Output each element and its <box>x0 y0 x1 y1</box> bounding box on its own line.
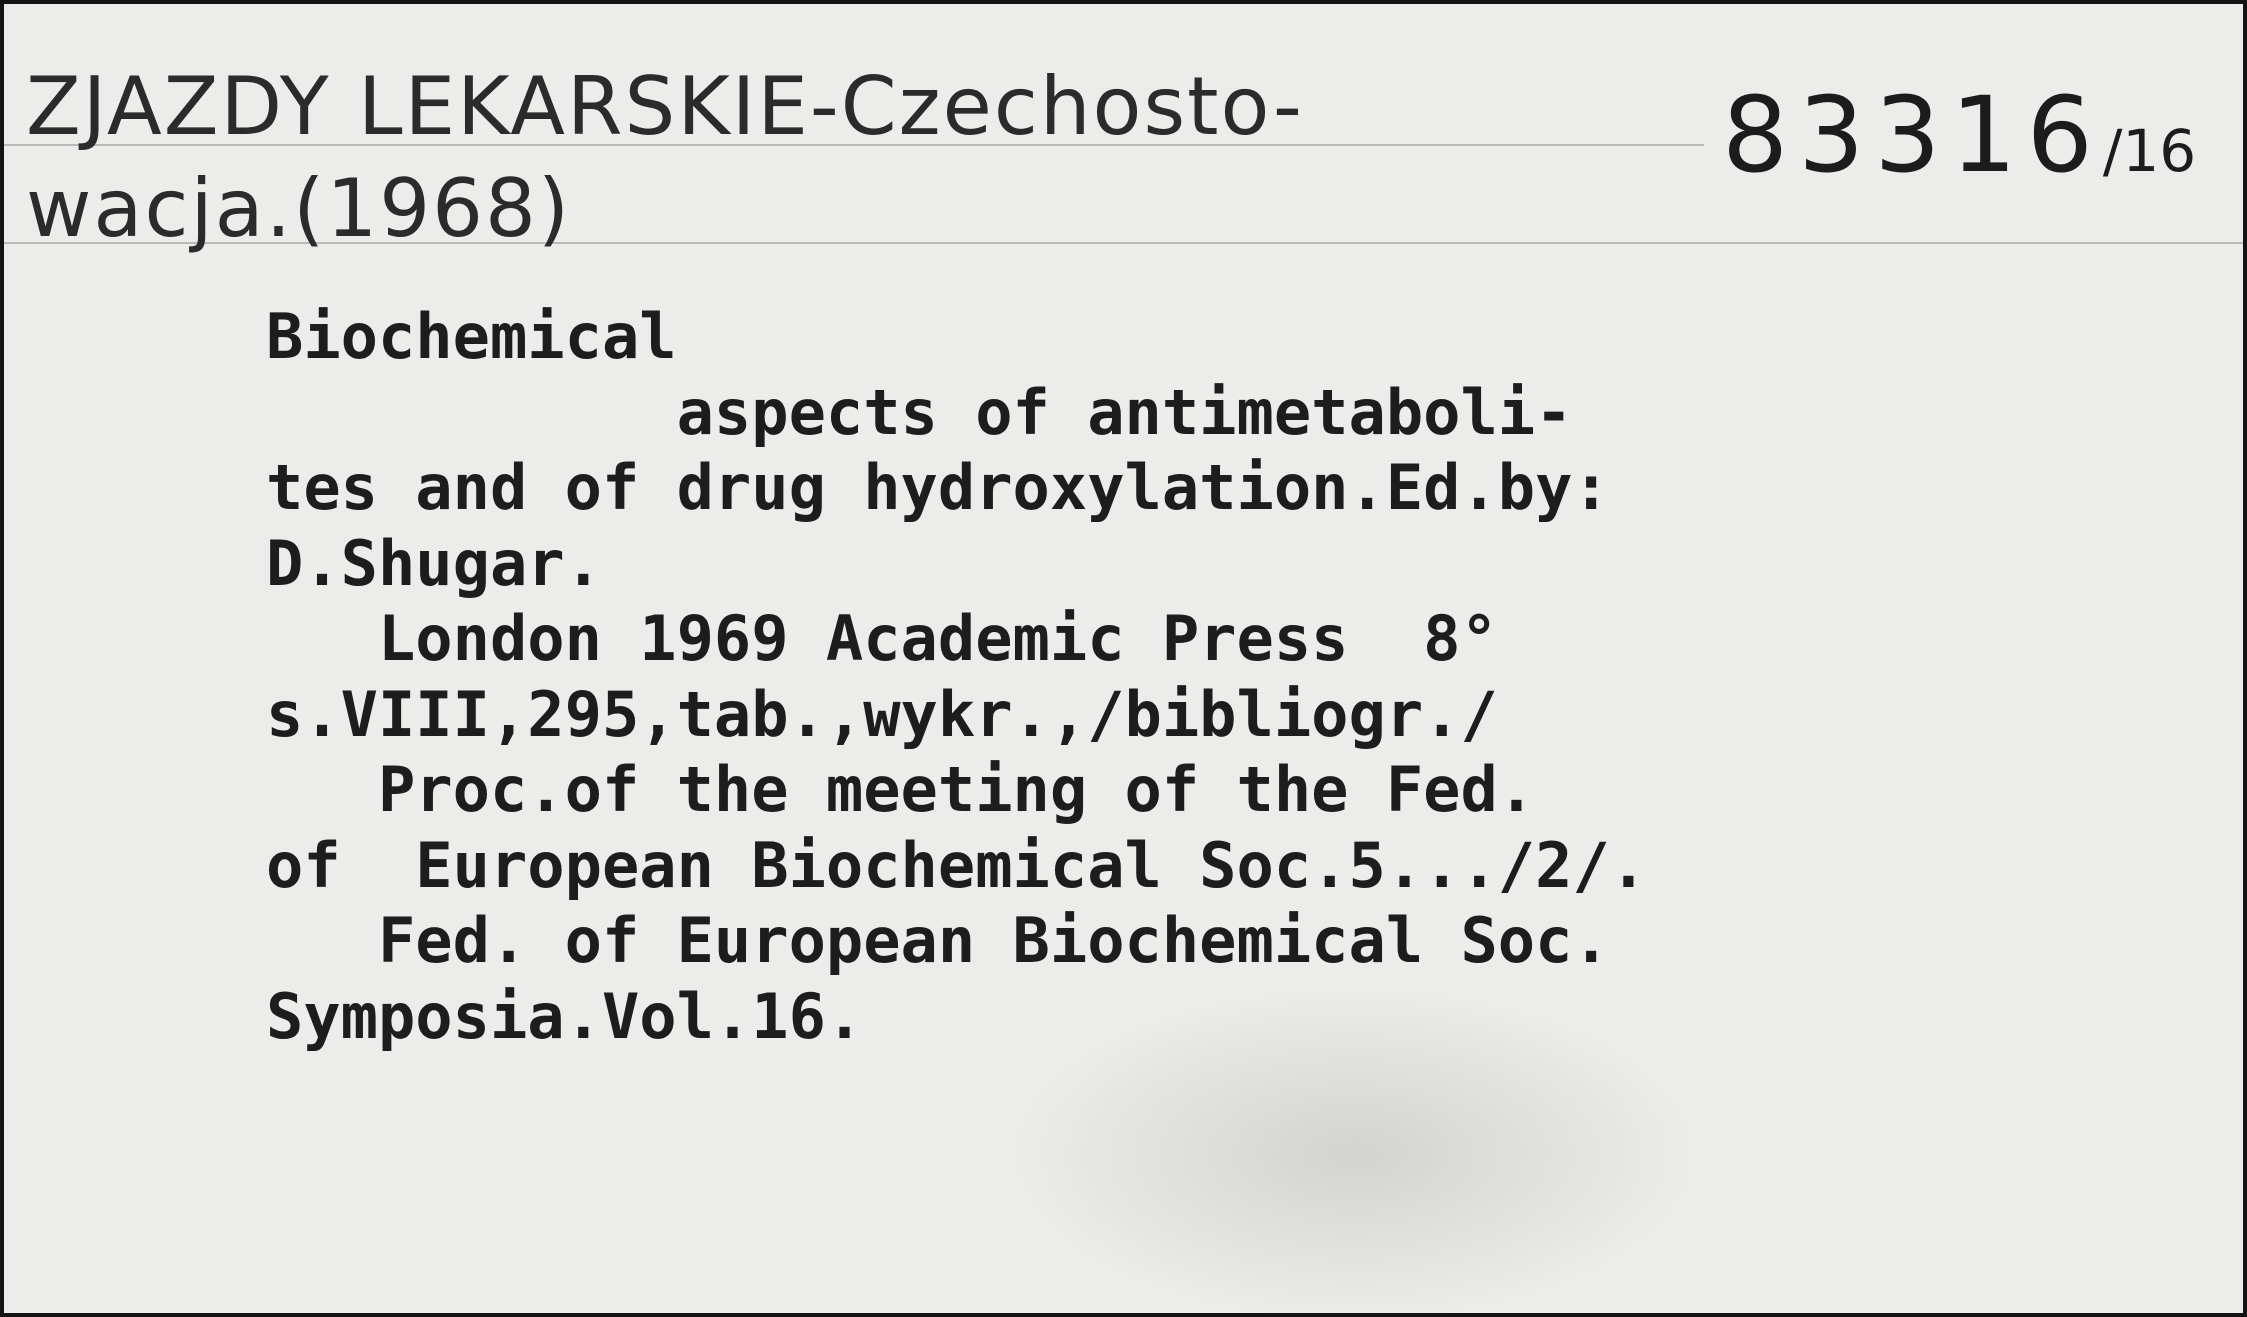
call-number-suffix: /16 <box>2102 117 2197 185</box>
entry-line-series: Proc.of the meeting of the Fed. <box>266 753 1536 826</box>
entry-line-imprint: London 1969 Academic Press 8° <box>266 602 1498 675</box>
entry-line-series-cont: of European Biochemical Soc.5.../2/. <box>266 828 1648 902</box>
entry-line-series-2: Fed. of European Biochemical Soc. <box>266 904 1610 977</box>
subject-heading-line-2: wacja.(1968) <box>26 162 572 255</box>
entry-line-title: Biochemical <box>266 300 677 373</box>
subject-heading-line-1: ZJAZDY LEKARSKIE-Czechosto- <box>26 60 1304 153</box>
entry-line-title-cont: aspects of antimetaboli- <box>266 375 1573 449</box>
entry-line-title-end: tes and of drug hydroxylation.Ed.by: <box>266 451 1610 524</box>
call-number-main: 83316 <box>1722 74 2103 196</box>
bibliographic-entry <box>266 299 1647 1054</box>
entry-line-collation: s.VIII,295,tab.,wykr.,/bibliogr./ <box>266 677 1498 751</box>
call-number <box>1722 74 2196 196</box>
entry-line-series-2-cont: Symposia.Vol.16. <box>266 979 864 1053</box>
entry-line-editor: D.Shugar. <box>266 526 602 600</box>
